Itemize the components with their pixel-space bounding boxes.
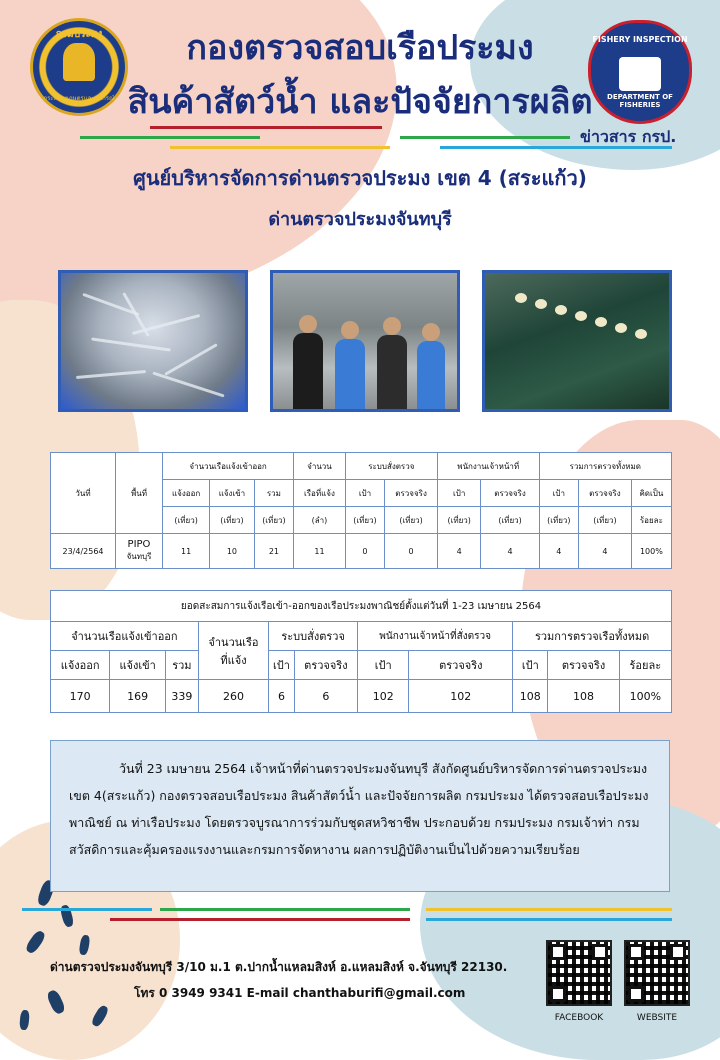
- cell-out: 170: [51, 680, 110, 713]
- cell-sum: 21: [254, 534, 294, 569]
- unit-cell: (เที่ยว): [163, 507, 210, 534]
- header-sys-actual: ตรวจจริง: [294, 651, 357, 680]
- unit-cell: ร้อยละ: [631, 507, 671, 534]
- divider-blue: [22, 908, 152, 911]
- website-qr-code[interactable]: [624, 940, 690, 1006]
- header-total-actual: ตรวจจริง: [548, 651, 619, 680]
- cell-date: 23/4/2564: [51, 534, 116, 569]
- header-out: แจ้งออก: [163, 480, 210, 507]
- cell-area-line2: จันทบุรี: [126, 552, 152, 561]
- table-row: [51, 680, 672, 713]
- cell-percent: 100%: [631, 534, 671, 569]
- photo-inspection-team: [270, 270, 460, 412]
- cell-staff-actual: 102: [409, 680, 513, 713]
- cell-total-actual: 108: [548, 680, 619, 713]
- header-system: ระบบสั่งตรวจ: [345, 453, 437, 480]
- header-total-target: เป้า: [539, 480, 579, 507]
- logo-right-text-top: FISHERY INSPECTION: [592, 35, 688, 44]
- cell-in: 169: [110, 680, 166, 713]
- header-system: ระบบสั่งตรวจ: [269, 622, 358, 651]
- header-sum: รวม: [165, 651, 198, 680]
- unit-cell: (ลำ): [294, 507, 346, 534]
- table-caption: ยอดสะสมการแจ้งเรือเข้า-ออกของเรือประมงพาณิชย์ตั้งแต่วันที่ 1-23 เมษายน 2564: [51, 591, 672, 622]
- header-total: รวมการตรวจเรือทั้งหมด: [513, 622, 672, 651]
- header-count-a: จำนวน: [294, 453, 346, 480]
- divider-red: [150, 126, 382, 129]
- header-total-target: เป้า: [513, 651, 548, 680]
- header-staff: พนักงานเจ้าหน้าที่สั่งตรวจ: [358, 622, 513, 651]
- unit-cell: (เที่ยว): [437, 507, 481, 534]
- header-staff: พนักงานเจ้าหน้าที่: [437, 453, 539, 480]
- office-name: ด่านตรวจประมงจันทบุรี: [268, 209, 452, 230]
- cell-out: 11: [163, 534, 210, 569]
- header-staff-actual: ตรวจจริง: [409, 651, 513, 680]
- page-title-line2: สินค้าสัตว์น้ำ และปัจจัยการผลิต: [127, 82, 593, 122]
- header-area: พื้นที่: [116, 453, 163, 534]
- unit-cell: (เที่ยว): [254, 507, 294, 534]
- logo-left-text: กรมประมง: [55, 29, 103, 40]
- header-staff-target: เป้า: [358, 651, 409, 680]
- divider-blue: [426, 918, 672, 921]
- page-title-line1: กองตรวจสอบเรือประมง: [186, 28, 534, 68]
- unit-cell: (เที่ยว): [539, 507, 579, 534]
- header-percent: ร้อยละ: [619, 651, 671, 680]
- header-sys-target: เป้า: [269, 651, 295, 680]
- unit-cell: (เที่ยว): [481, 507, 539, 534]
- header-sys-target: เป้า: [345, 480, 385, 507]
- cell-total-target: 108: [513, 680, 548, 713]
- table-row: [51, 534, 672, 569]
- unit-cell: (เที่ยว): [345, 507, 385, 534]
- cell-total-actual: 4: [579, 534, 632, 569]
- header-out: แจ้งออก: [51, 651, 110, 680]
- header-percent-calc: คิดเป็น: [631, 480, 671, 507]
- cell-area-line1: PIPO: [127, 539, 151, 550]
- divider-yellow: [426, 908, 672, 911]
- divider-green: [80, 136, 260, 139]
- header-in: แจ้งเข้า: [210, 480, 254, 507]
- unit-cell: (เที่ยว): [210, 507, 254, 534]
- cell-vessels: 11: [294, 534, 346, 569]
- cell-sum: 339: [165, 680, 198, 713]
- header-total: รวมการตรวจทั้งหมด: [539, 453, 671, 480]
- header-count: [198, 622, 268, 680]
- daily-report-table: [50, 452, 672, 569]
- cell-staff-actual: 4: [481, 534, 539, 569]
- report-paragraph: วันที่ 23 เมษายน 2564 เจ้าหน้าที่ด่านตรวจประมงจันทบุรี สังกัดศูนย์บริหารจัดการด่านตรวจประมงเขต 4(สระแก้ว) กองตรวจสอบเรือประมง สินค้าสัตว์น้ำ และปัจจัยการผลิต กรมประมง ได้ตรวจสอบเรือประมงพาณิชย์ ณ ท่าเรือประมง โดยตรวจบูรณาการร่วมกับชุดสหวิชาชีพ ประกอบด้วย กรมประมง กรมเจ้าท่า กรมสวัสดิการและคุ้มครองแรงงานและกรมการจัดหางาน ผลการปฏิบัติงานเป็นไปด้วยความเรียบร้อย: [69, 761, 649, 857]
- header-in: แจ้งเข้า: [110, 651, 166, 680]
- header-staff-actual: ตรวจจริง: [481, 480, 539, 507]
- center-name: ศูนย์บริหารจัดการด่านตรวจประมง เขต 4 (สระแก้ว): [133, 166, 587, 190]
- facebook-qr-label: FACEBOOK: [554, 1013, 604, 1023]
- divider-yellow: [170, 146, 390, 149]
- cell-area: [116, 534, 163, 569]
- header-sys-actual: ตรวจจริง: [385, 480, 438, 507]
- facebook-qr-code[interactable]: [546, 940, 612, 1006]
- header-total-actual: ตรวจจริง: [579, 480, 632, 507]
- website-qr-label: WEBSITE: [636, 1013, 678, 1023]
- cumulative-report-table: [50, 590, 672, 713]
- cell-total-target: 4: [539, 534, 579, 569]
- news-label: ข่าวสาร กรป.: [580, 127, 677, 146]
- header-sum: รวม: [254, 480, 294, 507]
- header-count-b: เรือที่แจ้ง: [294, 480, 346, 507]
- header-notify-group: จำนวนเรือแจ้งเข้าออก: [163, 453, 294, 480]
- cell-sys-actual: 6: [294, 680, 357, 713]
- logo-left-subtext: กระทรวงเกษตรและสหกรณ์: [43, 95, 115, 102]
- header-count-a: จำนวนเรือ: [208, 635, 259, 649]
- cell-sys-actual: 0: [385, 534, 438, 569]
- unit-cell: (เที่ยว): [579, 507, 632, 534]
- header-count-b: ที่แจ้ง: [220, 653, 247, 667]
- cell-staff-target: 4: [437, 534, 481, 569]
- logo-right-text-bottom: DEPARTMENT OF FISHERIES: [607, 93, 673, 109]
- report-text-box: [50, 740, 670, 892]
- cell-vessels: 260: [198, 680, 268, 713]
- header-notify-group: จำนวนเรือแจ้งเข้าออก: [51, 622, 199, 651]
- header-date: วันที่: [51, 453, 116, 534]
- cell-percent: 100%: [619, 680, 671, 713]
- cell-sys-target: 0: [345, 534, 385, 569]
- cell-in: 10: [210, 534, 254, 569]
- footer-contact: โทร 0 3949 9341 E-mail chanthaburifi@gmail.com: [134, 986, 466, 1000]
- footer-address: ด่านตรวจประมงจันทบุรี 3/10 ม.1 ต.ปากน้ำแหลมสิงห์ อ.แหลมสิงห์ จ.จันทบุรี 22130.: [50, 960, 508, 974]
- photo-fishing-net: [482, 270, 672, 412]
- divider-green: [400, 136, 570, 139]
- divider-red: [110, 918, 410, 921]
- divider-green: [160, 908, 410, 911]
- unit-cell: (เที่ยว): [385, 507, 438, 534]
- cell-staff-target: 102: [358, 680, 409, 713]
- cell-sys-target: 6: [269, 680, 295, 713]
- header-staff-target: เป้า: [437, 480, 481, 507]
- photo-fish-catch: [58, 270, 248, 412]
